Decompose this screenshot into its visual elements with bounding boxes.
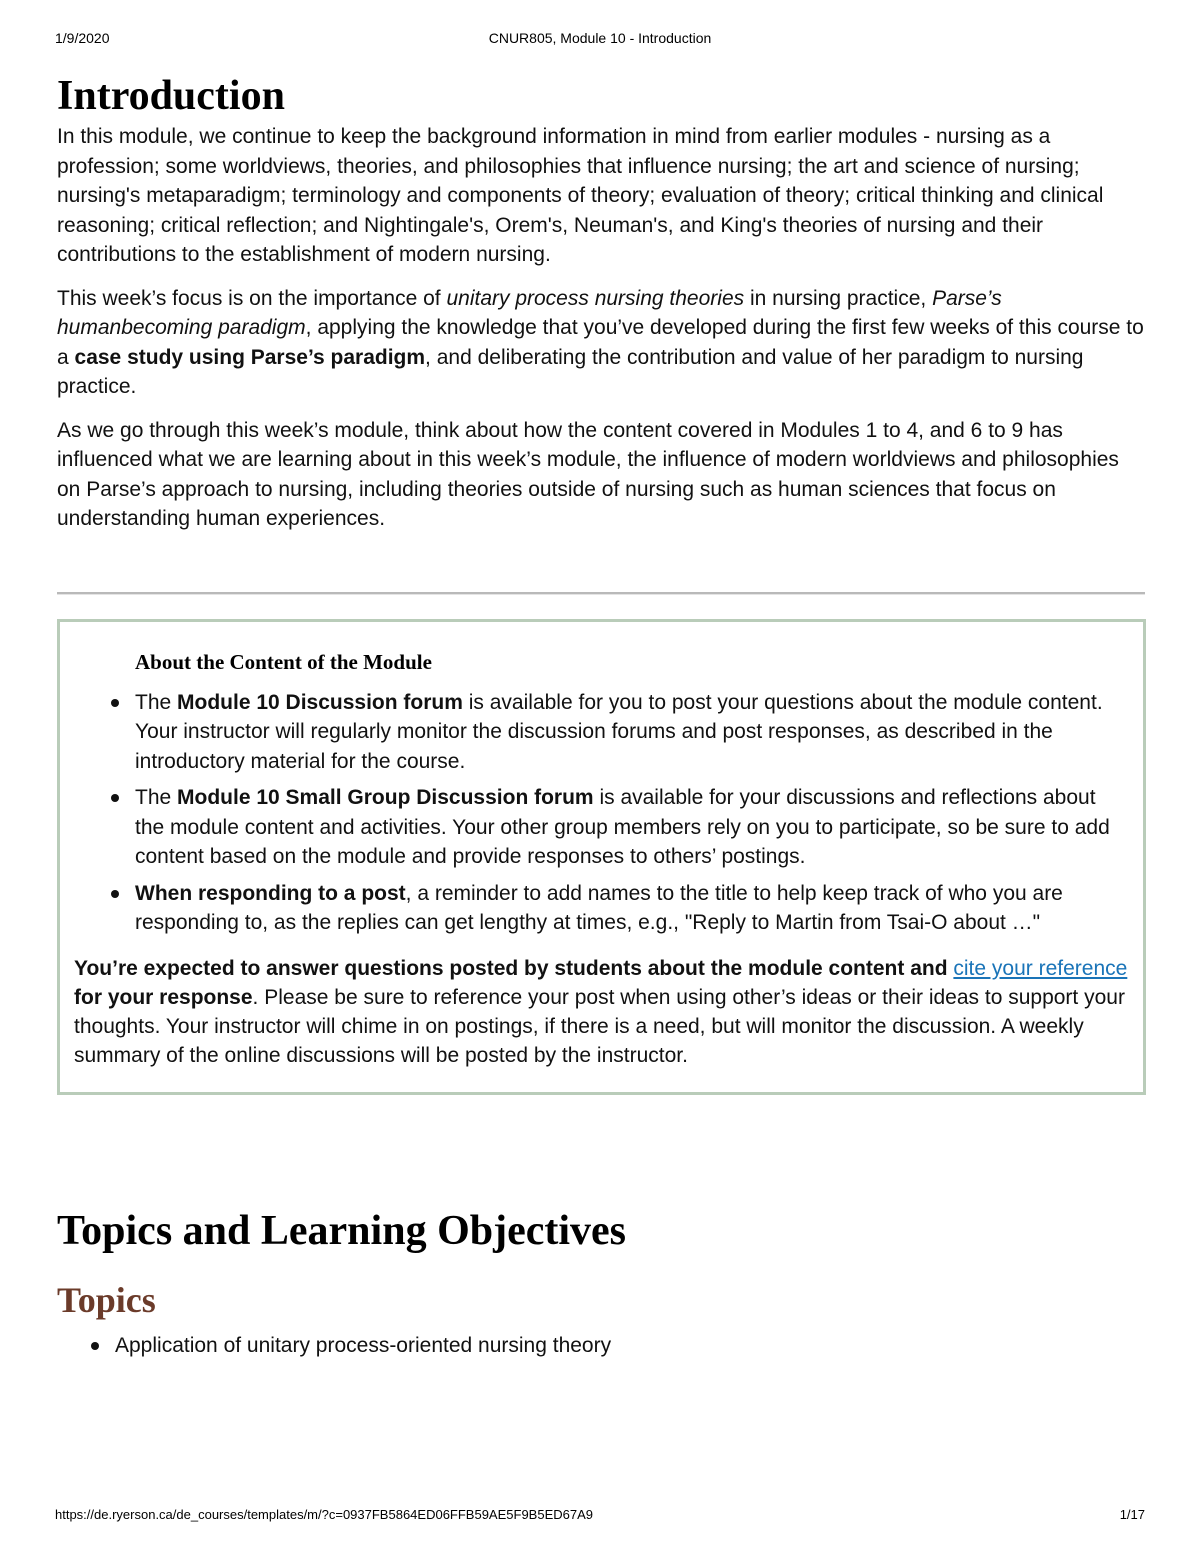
print-url: https://de.ryerson.ca/de_courses/templates/m/?c=0937FB5864ED06FFB59AE5F9B5ED67A9 (55, 1507, 593, 1522)
about-content-list (74, 688, 1129, 938)
expectations-paragraph: You’re expected to answer questions posted by students about the module content and cite your reference for your response. Please be sure to reference your post when using other’s ideas or their ideas to support your thoughts. Your instructor will chime in on postings, if there is a need, but will monitor the discussion. A weekly summary of the online discussions will be posted by the instructor. (74, 956, 1128, 1067)
cite-reference-link[interactable]: cite your reference (953, 956, 1128, 980)
bullet-icon (111, 794, 119, 802)
intro-paragraph-3: As we go through this week’s module, think about how the content covered in Modules 1 to 4, and 6 to 9 has influenced what we are learning about in this week’s module, the influence of modern worldviews and philosophies on Parse’s approach to nursing, including theories outside of nursing such as human sciences that focus on understanding human experiences. (57, 418, 1119, 530)
bullet-icon (111, 890, 119, 898)
topics-list (57, 1331, 1145, 1360)
topics-heading: Topics (57, 1279, 156, 1320)
emphasis-parse-paradigm: Parse’s humanbecoming paradigm (57, 286, 1002, 339)
pdf-header (0, 30, 1200, 50)
list-item: The Module 10 Discussion forum is available for you to post your questions about the module content. Your instructor will regularly monitor the discussion forums and post responses, as described in the introductory material for the course. (135, 688, 1129, 777)
page-number: 1/17 (1119, 1507, 1145, 1522)
page-content (57, 70, 1145, 1360)
list-item: When responding to a post, a reminder to add names to the title to help keep track of who you are responding to, as the replies can get lengthy at times, e.g., "Reply to Martin from Tsai-O about …" (135, 879, 1129, 938)
about-content-heading: About the Content of the Module (135, 649, 432, 674)
pdf-footer (0, 1507, 1200, 1527)
intro-paragraph-1: In this module, we continue to keep the background information in mind from earlier modules - nursing as a profession; some worldviews, theories, and philosophies that influence nursing; the art and science of nursing; nursing's metaparadigm; terminology and components of theory; evaluation of theory; critical thinking and clinical reasoning; critical reflection; and Nightingale's, Orem's, Neuman's, and King's theories of nursing and their contributions to the establishment of modern nursing. (57, 125, 1104, 266)
bullet-icon (91, 1342, 99, 1350)
horizontal-divider (57, 592, 1145, 595)
list-item: The Module 10 Small Group Discussion forum is available for your discussions and reflections about the module content and activities. Your other group members rely on you to participate, so be sure to add content based on the module and provide responses to others’ postings. (135, 783, 1129, 872)
print-title: CNUR805, Module 10 - Introduction (488, 30, 712, 46)
intro-paragraph-2: This week’s focus is on the importance of unitary process nursing theories in nursing practice, Parse’s humanbecoming paradigm, applying the knowledge that you’ve developed during the first few weeks of this course to a case study using Parse’s paradigm, and deliberating the contribution and value of her paradigm to nursing practice. (57, 286, 1144, 398)
page-title: Introduction (57, 73, 285, 119)
list-item: Application of unitary process-oriented nursing theory (115, 1331, 1145, 1360)
bullet-icon (111, 699, 119, 707)
print-date: 1/9/2020 (55, 30, 110, 46)
about-content-box (57, 619, 1146, 1095)
emphasis-unitary-theories: unitary process nursing theories (446, 286, 745, 310)
objectives-heading: Topics and Learning Objectives (57, 1207, 627, 1254)
emphasis-case-study: case study using Parse’s paradigm (74, 345, 426, 369)
